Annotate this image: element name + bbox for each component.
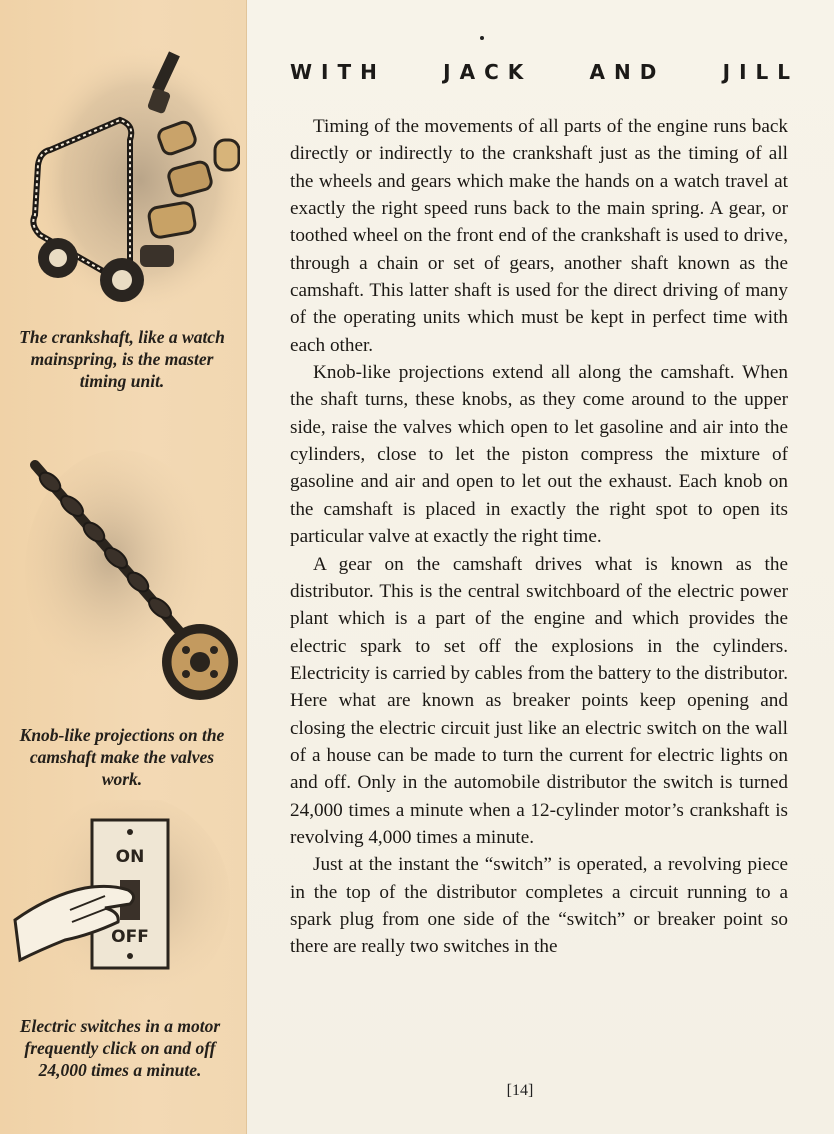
paragraph: Timing of the movements of all parts of the engine runs back directly or indirectly to the crankshaft just as the timing of all the wheels and gears which make the hands on a watch travel at exactly the right speed runs back to the main spring. A gear, or toothed wheel on the front end of the crankshaft is used to drive, through a chain or set of gears, another shaft known as the camshaft. This latter shaft is used for the direct driving of many of the operating units which must be kept in perfect time with each other. xyxy=(290,116,788,356)
camshaft-illustration xyxy=(10,440,240,710)
crankshaft-illustration xyxy=(10,30,240,320)
running-head xyxy=(290,60,799,84)
running-head-word: WITH xyxy=(290,60,386,84)
running-head-word: JACK xyxy=(443,60,533,84)
paragraph: A gear on the camshaft drives what is known as the distributor. This is the central switchboard of the electric power plant which is a part of the engine and which provides the electric spark to set off the explosions in the cylinders. Electricity is carried by cables from the battery to the distributor. Here what are known as breaker points keep opening and closing the electric circuit just like an electric switch on the wall of a house can be made to turn the current for electric lights on and off. Only in the automobile distributor the switch is turned 24,000 times a minute when a 12-cylinder motor’s crankshaft is revolving 4,000 times a minute. xyxy=(290,553,788,848)
running-head-word: JILL xyxy=(722,60,799,84)
switch-on-label: ON xyxy=(115,847,145,867)
caption-camshaft: Knob-like projections on the camshaft make the valves work. xyxy=(19,725,225,789)
paragraph: Just at the instant the “switch” is operated, a revolving piece in the top of the distributor completes a circuit running to a spark plug from one side of the “switch” or breaker point so there are really two switches in the xyxy=(290,854,788,958)
caption-crankshaft: The crankshaft, like a watch mainspring, is the master timing unit. xyxy=(19,327,225,391)
top-dot xyxy=(480,36,484,40)
running-head-word: AND xyxy=(589,60,666,84)
screw-icon xyxy=(127,829,133,835)
page-number: [14] xyxy=(506,1082,534,1099)
body-text xyxy=(290,113,788,961)
caption-switch: Electric switches in a motor frequently click on and off 24,000 times a minute. xyxy=(19,1016,221,1080)
switch-off-label: OFF xyxy=(111,927,149,947)
screw-icon xyxy=(127,953,133,959)
paragraph: Knob-like projections extend all along the camshaft. When the shaft turns, these knobs, as they come around to the upper side, raise the valves which open to let gasoline and air into the cylinders, close to let the piston compress the mixture of gasoline and air and open to let out the exhaust. Each knob on the camshaft is placed in exactly the right spot to open its particular valve at exactly the right time. xyxy=(290,362,788,548)
cam-gear xyxy=(162,624,238,700)
switch-illustration xyxy=(10,800,240,1010)
